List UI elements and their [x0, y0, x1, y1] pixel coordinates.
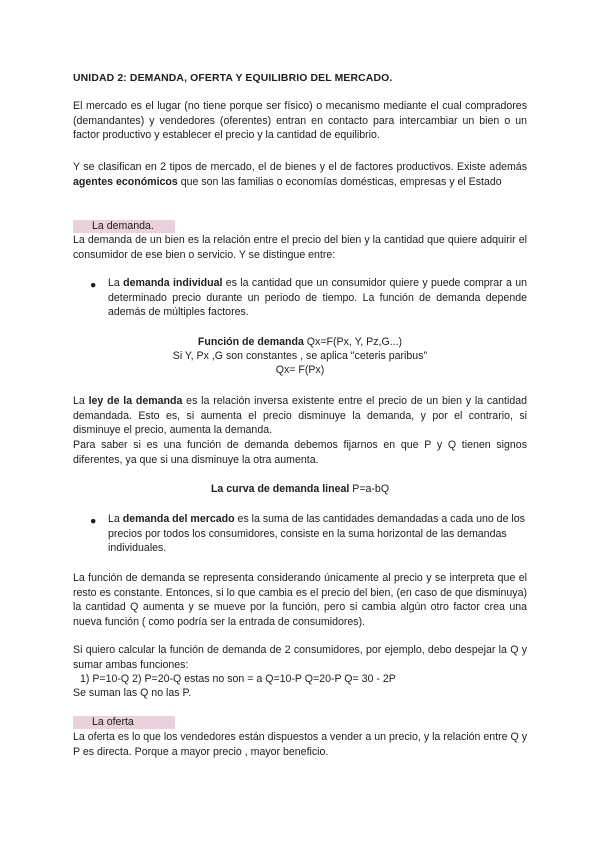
- demanda-heading: La demanda.: [92, 220, 154, 232]
- funcion-demanda-label: Función de demanda: [197, 336, 304, 348]
- calculo-equations: 1) P=10-Q 2) P=20-Q estas no son = a Q=10-P Q=20-P Q= 30 - 2P: [80, 673, 396, 685]
- ceteris-paribus-line: Si Y, Px ,G son constantes , se aplica "ceteris paribus": [172, 350, 428, 362]
- ley-text: es la relación inversa existente entre el precio de un bien y la cantidad demandada. Esto es, si aumenta el precio disminuye la demanda, y por el contrario, si disminuye el precio, aumenta la demanda.: [73, 395, 527, 437]
- ley-demanda-paragraph: [73, 394, 527, 438]
- bullet2-text: es la suma de las cantidades demandadas a cada uno de los precios por todos los consumidores, consiste en la suma horizontal de las demandas individuales.: [108, 513, 525, 555]
- calculo-conclusion: Se suman las Q no las P.: [73, 687, 192, 699]
- ley-demanda-term: ley de la demanda: [88, 395, 183, 407]
- curva-demanda-label: La curva de demanda lineal: [210, 483, 350, 495]
- bullet2-prefix: La: [108, 513, 123, 525]
- intro-p2-text: Y se clasifican en 2 tipos de mercado, el de bienes y el de factores productivos. Existe además: [73, 161, 527, 173]
- bullet1-prefix: La: [108, 277, 124, 289]
- calculo-paragraph: Si quiero calcular la función de demanda de 2 consumidores, por ejemplo, debo despejar la Q y sumar ambas funciones:: [73, 644, 527, 671]
- qx-formula: Qx= F(Px): [275, 364, 325, 376]
- agentes-economicos-term: agentes económicos: [73, 175, 178, 188]
- funcion-representacion-paragraph: La función de demanda se representa considerando únicamente al precio y se interpreta que el resto es constante. Entonces, si lo que cambia es el precio del bien, (en caso de que disminuya) la cantidad Q aumenta y se mueve por la función, pero si cambia algún otro factor crea una nueva función ( como podría ser la entrada de consumidores).: [73, 572, 527, 628]
- unit-title: UNIDAD 2: DEMANDA, OFERTA Y EQUILIBRIO DEL MERCADO.: [73, 73, 393, 84]
- oferta-definition: La oferta es lo que los vendedores están dispuestos a vender a un precio, y la relación entre Q y P es directa. Porque a mayor precio , mayor beneficio.: [73, 731, 527, 758]
- demanda-definition: La demanda de un bien es la relación entre el precio del bien y la cantidad que quiere adquirir el consumidor de ese bien o servicio. Y se distingue entre:: [73, 234, 527, 261]
- bullet-dot-icon: ●: [90, 515, 97, 527]
- demanda-individual-item: [108, 276, 527, 320]
- funcion-demanda-formula: [73, 335, 527, 350]
- signos-paragraph: Para saber si es una función de demanda debemos fijarnos en que P y Q tienen signos diferentes, ya que si una disminuye la otra aumenta.: [73, 439, 527, 466]
- demanda-mercado-item: [108, 512, 527, 556]
- curva-demanda-expr: P=a-bQ: [349, 483, 390, 495]
- bullet-dot-icon: ●: [90, 279, 97, 291]
- oferta-heading: La oferta: [92, 716, 134, 728]
- bullet1-text: es la cantidad que un consumidor quiere y puede comprar a un determinado precio durante un periodo de tiempo. La función de demanda depende además de múltiples factores.: [108, 277, 527, 319]
- curva-demanda-formula: [73, 482, 527, 497]
- funcion-demanda-expr: Qx=F(Px, Y, Pz,G...): [303, 336, 403, 348]
- demanda-mercado-term: demanda del mercado: [122, 513, 235, 525]
- intro-paragraph-2: [73, 160, 527, 189]
- intro-paragraph-1: El mercado es el lugar (no tiene porque ser físico) o mecanismo mediante el cual compradores (demandantes) y vendedores (oferentes) entran en contacto para intercambiar un bien o un factor productivo y establecer el precio y la cantidad de equilibrio.: [73, 100, 527, 142]
- demanda-individual-term: demanda individual: [123, 277, 223, 289]
- ley-prefix: La: [73, 395, 89, 407]
- intro-p2-text-end: que son las familias o economías domésticas, empresas y el Estado: [177, 175, 502, 188]
